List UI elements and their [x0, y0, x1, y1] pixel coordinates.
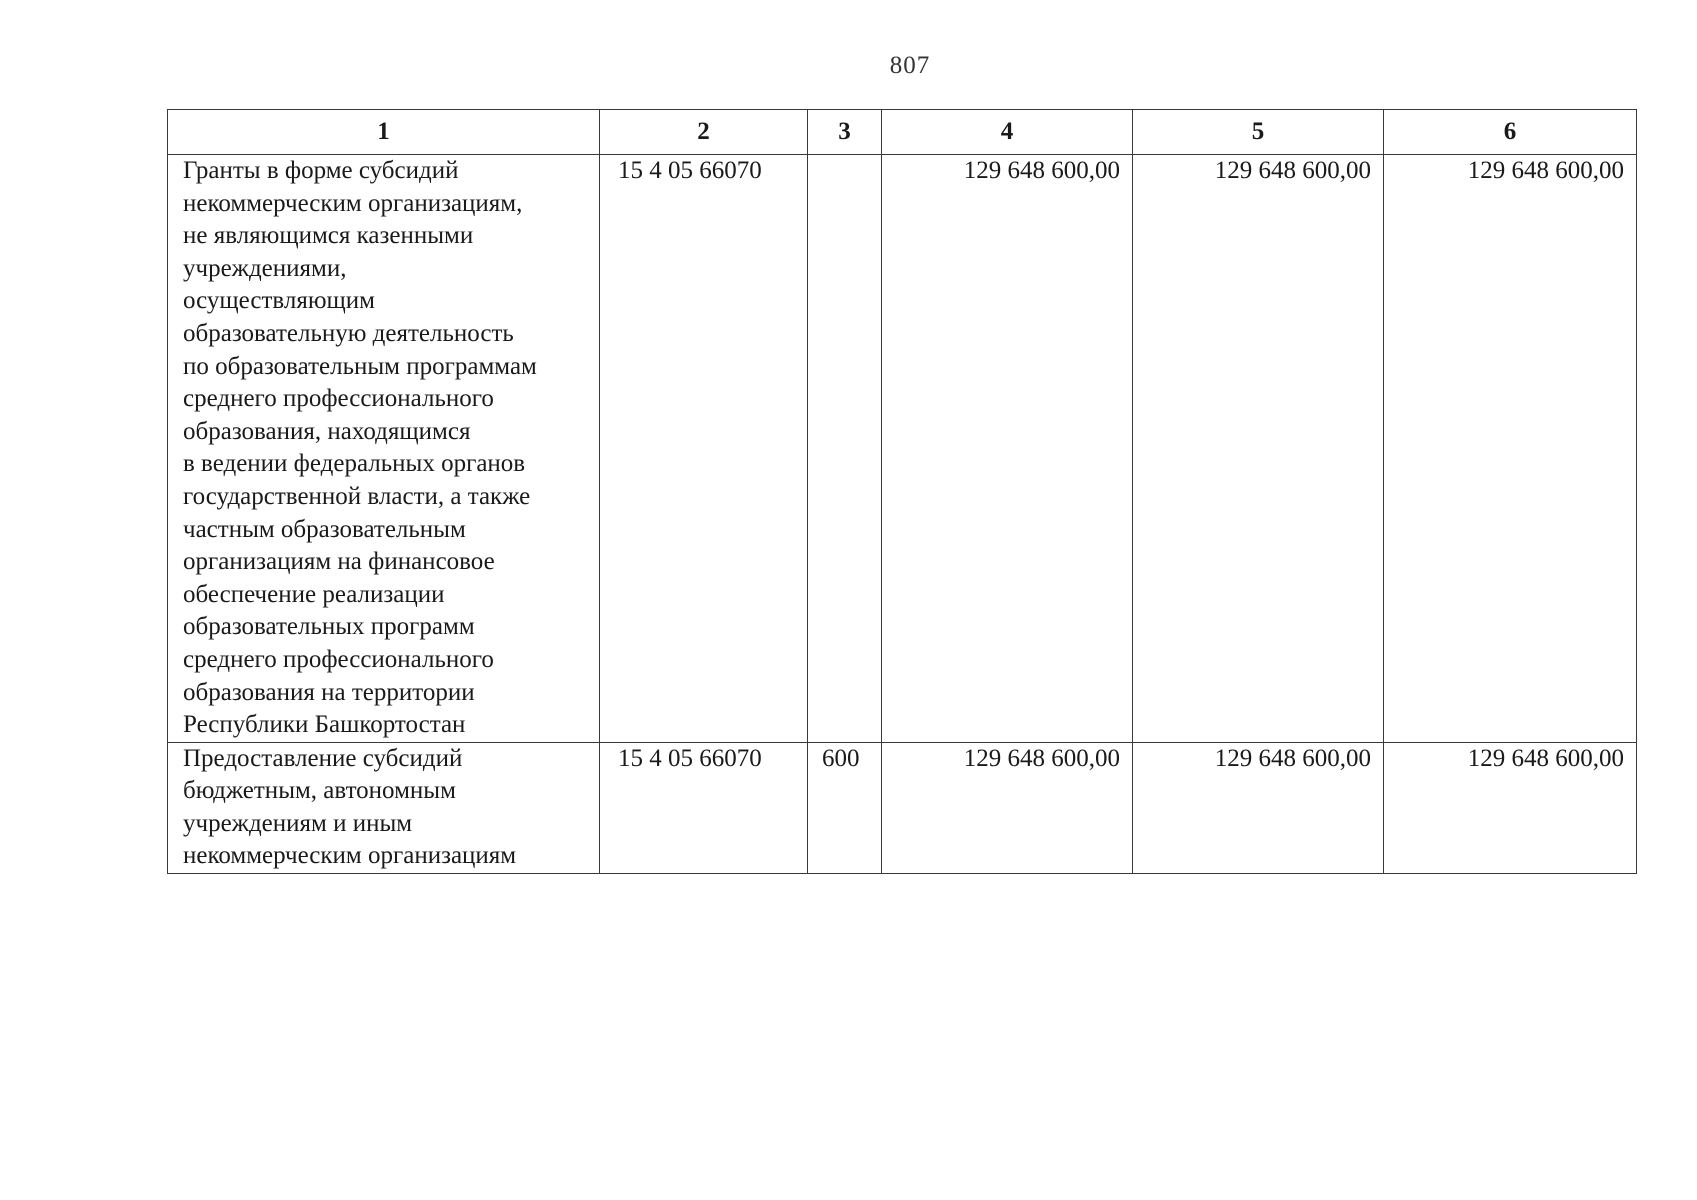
- row-name-line: некоммерческим организациям,: [183, 189, 523, 217]
- table-row: [168, 155, 1637, 743]
- row-name-line: образования на территории: [183, 678, 475, 706]
- row-name-cell: [168, 742, 600, 873]
- row-name-line: образовательных программ: [183, 613, 475, 641]
- table-row: [168, 742, 1637, 873]
- row-name-line: государственной власти, а также: [183, 482, 531, 510]
- row-name-line: некоммерческим организациям: [183, 842, 517, 870]
- header-col-4: 4: [882, 110, 1133, 155]
- row-name-line: по образовательным программам: [183, 352, 537, 380]
- row-amount-2-cell: 129 648 600,00: [1133, 155, 1384, 743]
- row-name-line: в ведении федеральных органов: [183, 450, 526, 478]
- row-code-cell: 15 4 05 66070: [600, 155, 808, 743]
- table-body: [168, 155, 1637, 874]
- row-name-line: учреждениям и иным: [183, 809, 413, 837]
- row-name-line: Гранты в форме субсидий: [183, 157, 459, 184]
- row-vr-cell: 600: [808, 742, 882, 873]
- page-number: 807: [889, 52, 931, 79]
- budget-table-container: [167, 109, 1637, 874]
- header-row: [168, 110, 1637, 155]
- row-amount-1-cell: 129 648 600,00: [882, 155, 1133, 743]
- header-col-1: 1: [168, 110, 600, 155]
- row-amount-3-cell: 129 648 600,00: [1384, 155, 1637, 743]
- row-name-line: частным образовательным: [183, 515, 466, 543]
- table-header: [168, 110, 1637, 155]
- row-name-line: среднего профессионального: [183, 385, 494, 413]
- row-name-line: бюджетным, автономным: [183, 777, 456, 805]
- row-amount-1-cell: 129 648 600,00: [882, 742, 1133, 873]
- budget-table: [167, 109, 1637, 874]
- row-name-line: не являющимся казенными: [183, 222, 474, 250]
- row-name-line: образования, находящимся: [183, 417, 471, 445]
- row-name-line: Предоставление субсидий: [183, 744, 463, 772]
- row-name-line: среднего профессионального: [183, 645, 494, 673]
- header-col-5: 5: [1133, 110, 1384, 155]
- row-name-line: Республики Башкортостан: [183, 711, 466, 739]
- row-name-line: образовательную деятельность: [183, 319, 514, 347]
- row-name-line: учреждениями,: [183, 254, 347, 282]
- row-amount-2-cell: 129 648 600,00: [1133, 742, 1384, 873]
- row-vr-cell: [808, 155, 882, 743]
- row-code-cell: 15 4 05 66070: [600, 742, 808, 873]
- header-col-6: 6: [1384, 110, 1637, 155]
- row-name-line: обеспечение реализации: [183, 580, 445, 608]
- row-name-line: осуществляющим: [183, 287, 375, 315]
- row-name-cell: [168, 155, 600, 743]
- row-amount-3-cell: 129 648 600,00: [1384, 742, 1637, 873]
- row-name-line: организациям на финансовое: [183, 548, 495, 576]
- header-col-2: 2: [600, 110, 808, 155]
- header-col-3: 3: [808, 110, 882, 155]
